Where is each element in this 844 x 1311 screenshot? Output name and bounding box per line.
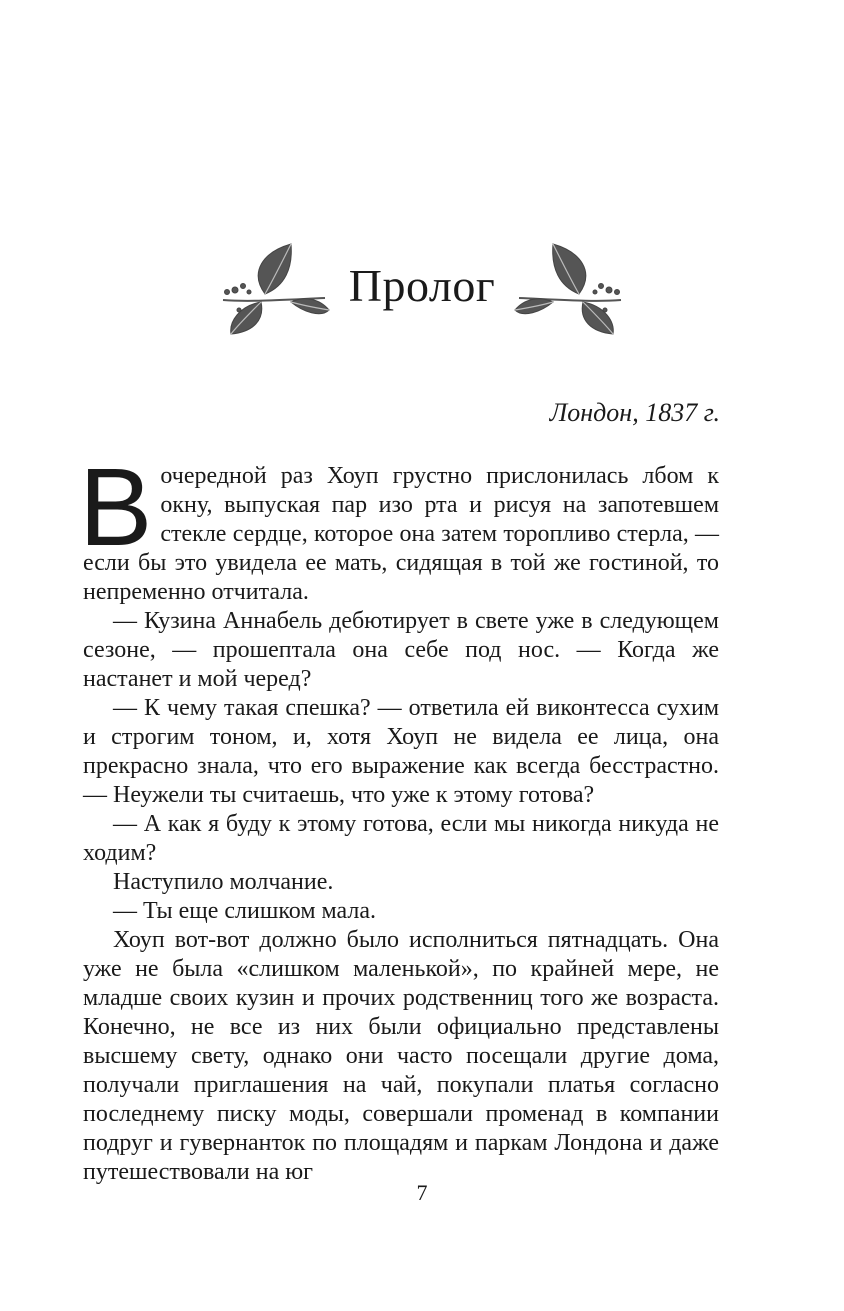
paragraph: — Кузина Аннабель дебютирует в свете уже в следующем сезоне, — прошептала она себе под нос. — Когда же настанет и мой черед?	[83, 608, 719, 692]
paragraph: Наступило молчание.	[113, 869, 334, 895]
paragraph: Хоуп вот-вот должно было исполниться пятнадцать. Она уже не была «слишком маленькой», по крайней мере, не младше своих кузин и прочих родственниц того же возраста. Конечно, не все из них были официально представлены высшему свету, однако они часто посещали другие дома, получали приглашения на чай, покупали платья согласно последнему писку моды, совершали променад в компании подруг и гувернанток по площадям и паркам Лондона и даже путешествовали на юг	[83, 927, 719, 1185]
leaf-ornament-icon	[219, 242, 337, 338]
paragraph-text: очередной раз Хоуп грустно прислонилась лбом к окну, выпуская пар изо рта и рисуя на запотевшем стекле сердце, которое она затем торопливо стерла, — если бы это увидела ее мать, сидящая в той же гостиной, то непременно отчитала.	[83, 463, 719, 605]
place-date: Лондон, 1837 г.	[549, 398, 720, 427]
drop-cap: В	[79, 446, 153, 569]
body-text	[79, 446, 719, 1187]
page-number: 7	[416, 1180, 428, 1205]
chapter-title: Пролог	[348, 260, 496, 311]
paragraph: — К чему такая спешка? — ответила ей виконтесса сухим и строгим тоном, и, хотя Хоуп не видела ее лица, она прекрасно знала, что его выражение как всегда бесстрастно. — Неужели ты считаешь, что уже к этому готова?	[83, 695, 719, 808]
paragraph: — Ты еще слишком мала.	[113, 898, 377, 924]
paragraph: — А как я буду к этому готова, если мы никогда никуда не ходим?	[83, 811, 719, 866]
paragraph	[79, 446, 719, 607]
leaf-ornament-icon	[507, 242, 625, 338]
chapter-heading	[0, 240, 844, 340]
